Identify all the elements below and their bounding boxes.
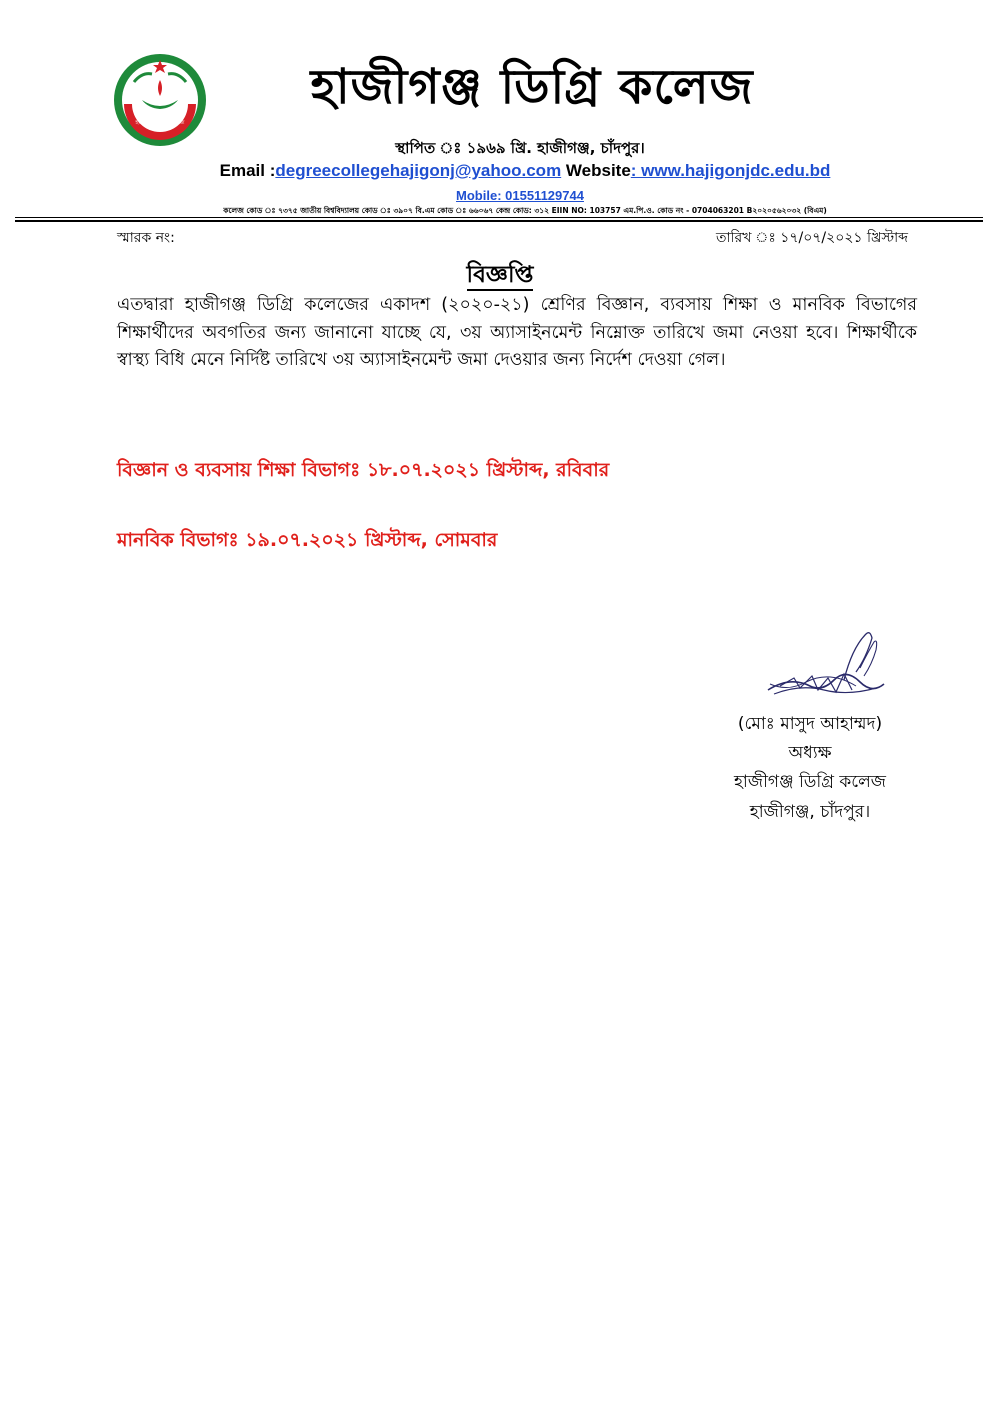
notice-title — [0, 256, 1000, 295]
college-logo — [112, 52, 208, 148]
email-link[interactable]: degreecollegehajigonj@yahoo.com — [275, 161, 562, 180]
memo-date: তারিখ ঃ ১৭/০৭/২০২১ খ্রিস্টাব্দ — [715, 230, 908, 246]
schedule-science-commerce: বিজ্ঞান ও ব্যবসায় শিক্ষা বিভাগঃ ১৮.০৭.২০২১ খ্রিস্টাব্দ, রবিবার — [117, 459, 610, 481]
header-divider-thin — [15, 217, 983, 218]
signatory-block — [700, 710, 920, 827]
notice-title-text: বিজ্ঞপ্তি — [467, 262, 534, 291]
email-label: Email : — [219, 161, 276, 180]
mobile-number: Mobile: 01551129744 — [456, 188, 584, 203]
website-link[interactable]: : www.hajigonjdc.edu.bd — [630, 161, 831, 180]
contact-line — [150, 161, 900, 181]
signatory-name: (মোঃ মাসুদ আহাম্মদ) — [737, 714, 883, 734]
signatory-institution: হাজীগঞ্জ ডিগ্রি কলেজ — [734, 772, 886, 793]
website-label: Website — [561, 161, 631, 180]
memo-reference: স্মারক নং: — [117, 230, 175, 246]
logo-text: হাজীগঞ্জ ডিগ্রি কলেজ — [135, 120, 185, 126]
established-line: স্থাপিত ঃ ১৯৬৯ খ্রি. হাজীগঞ্জ, চাঁদপুর। — [395, 139, 645, 157]
signature — [760, 628, 890, 704]
institution-codes: কলেজ কোড ঃ ৭৩৭৫ জাতীয় বিশ্ববিদ্যালয় কোড ঃ ৩৯০৭ বি.এম কোড ঃ ৬৬০৬৭ কেন্দ্র কোড: ৩১২ EIIN NO: 103757 এম.পি.ও. কোড নং - 0704063201 B২০২০৫৬২০৩২ (বিএম) — [223, 206, 827, 215]
college-name: হাজীগঞ্জ ডিগ্রি কলেজ — [310, 59, 754, 115]
signatory-location: হাজীগঞ্জ, চাঁদপুর। — [749, 801, 871, 822]
notice-body: এতদ্বারা হাজীগঞ্জ ডিগ্রি কলেজের একাদশ (২০২০-২১) শ্রেণির বিজ্ঞান, ব্যবসায় শিক্ষা ও মানবিক বিভাগের শিক্ষার্থীদের অবগতির জন্য জানানো যাচ্ছে যে, ৩য় অ্যাসাইনমেন্ট নিম্নোক্ত তারিখে জমা নেওয়া হবে। শিক্ষার্থীকে স্বাস্থ্য বিধি মেনে নির্দিষ্ট তারিখে ৩য় অ্যাসাইনমেন্ট জমা দেওয়ার জন্য নির্দেশ দেওয়া গেল। — [117, 295, 917, 371]
header-divider-thick — [15, 220, 983, 222]
schedule-humanities: মানবিক বিভাগঃ ১৯.০৭.২০২১ খ্রিস্টাব্দ, সোমবার — [117, 529, 498, 551]
signatory-designation: অধ্যক্ষ — [788, 743, 832, 764]
